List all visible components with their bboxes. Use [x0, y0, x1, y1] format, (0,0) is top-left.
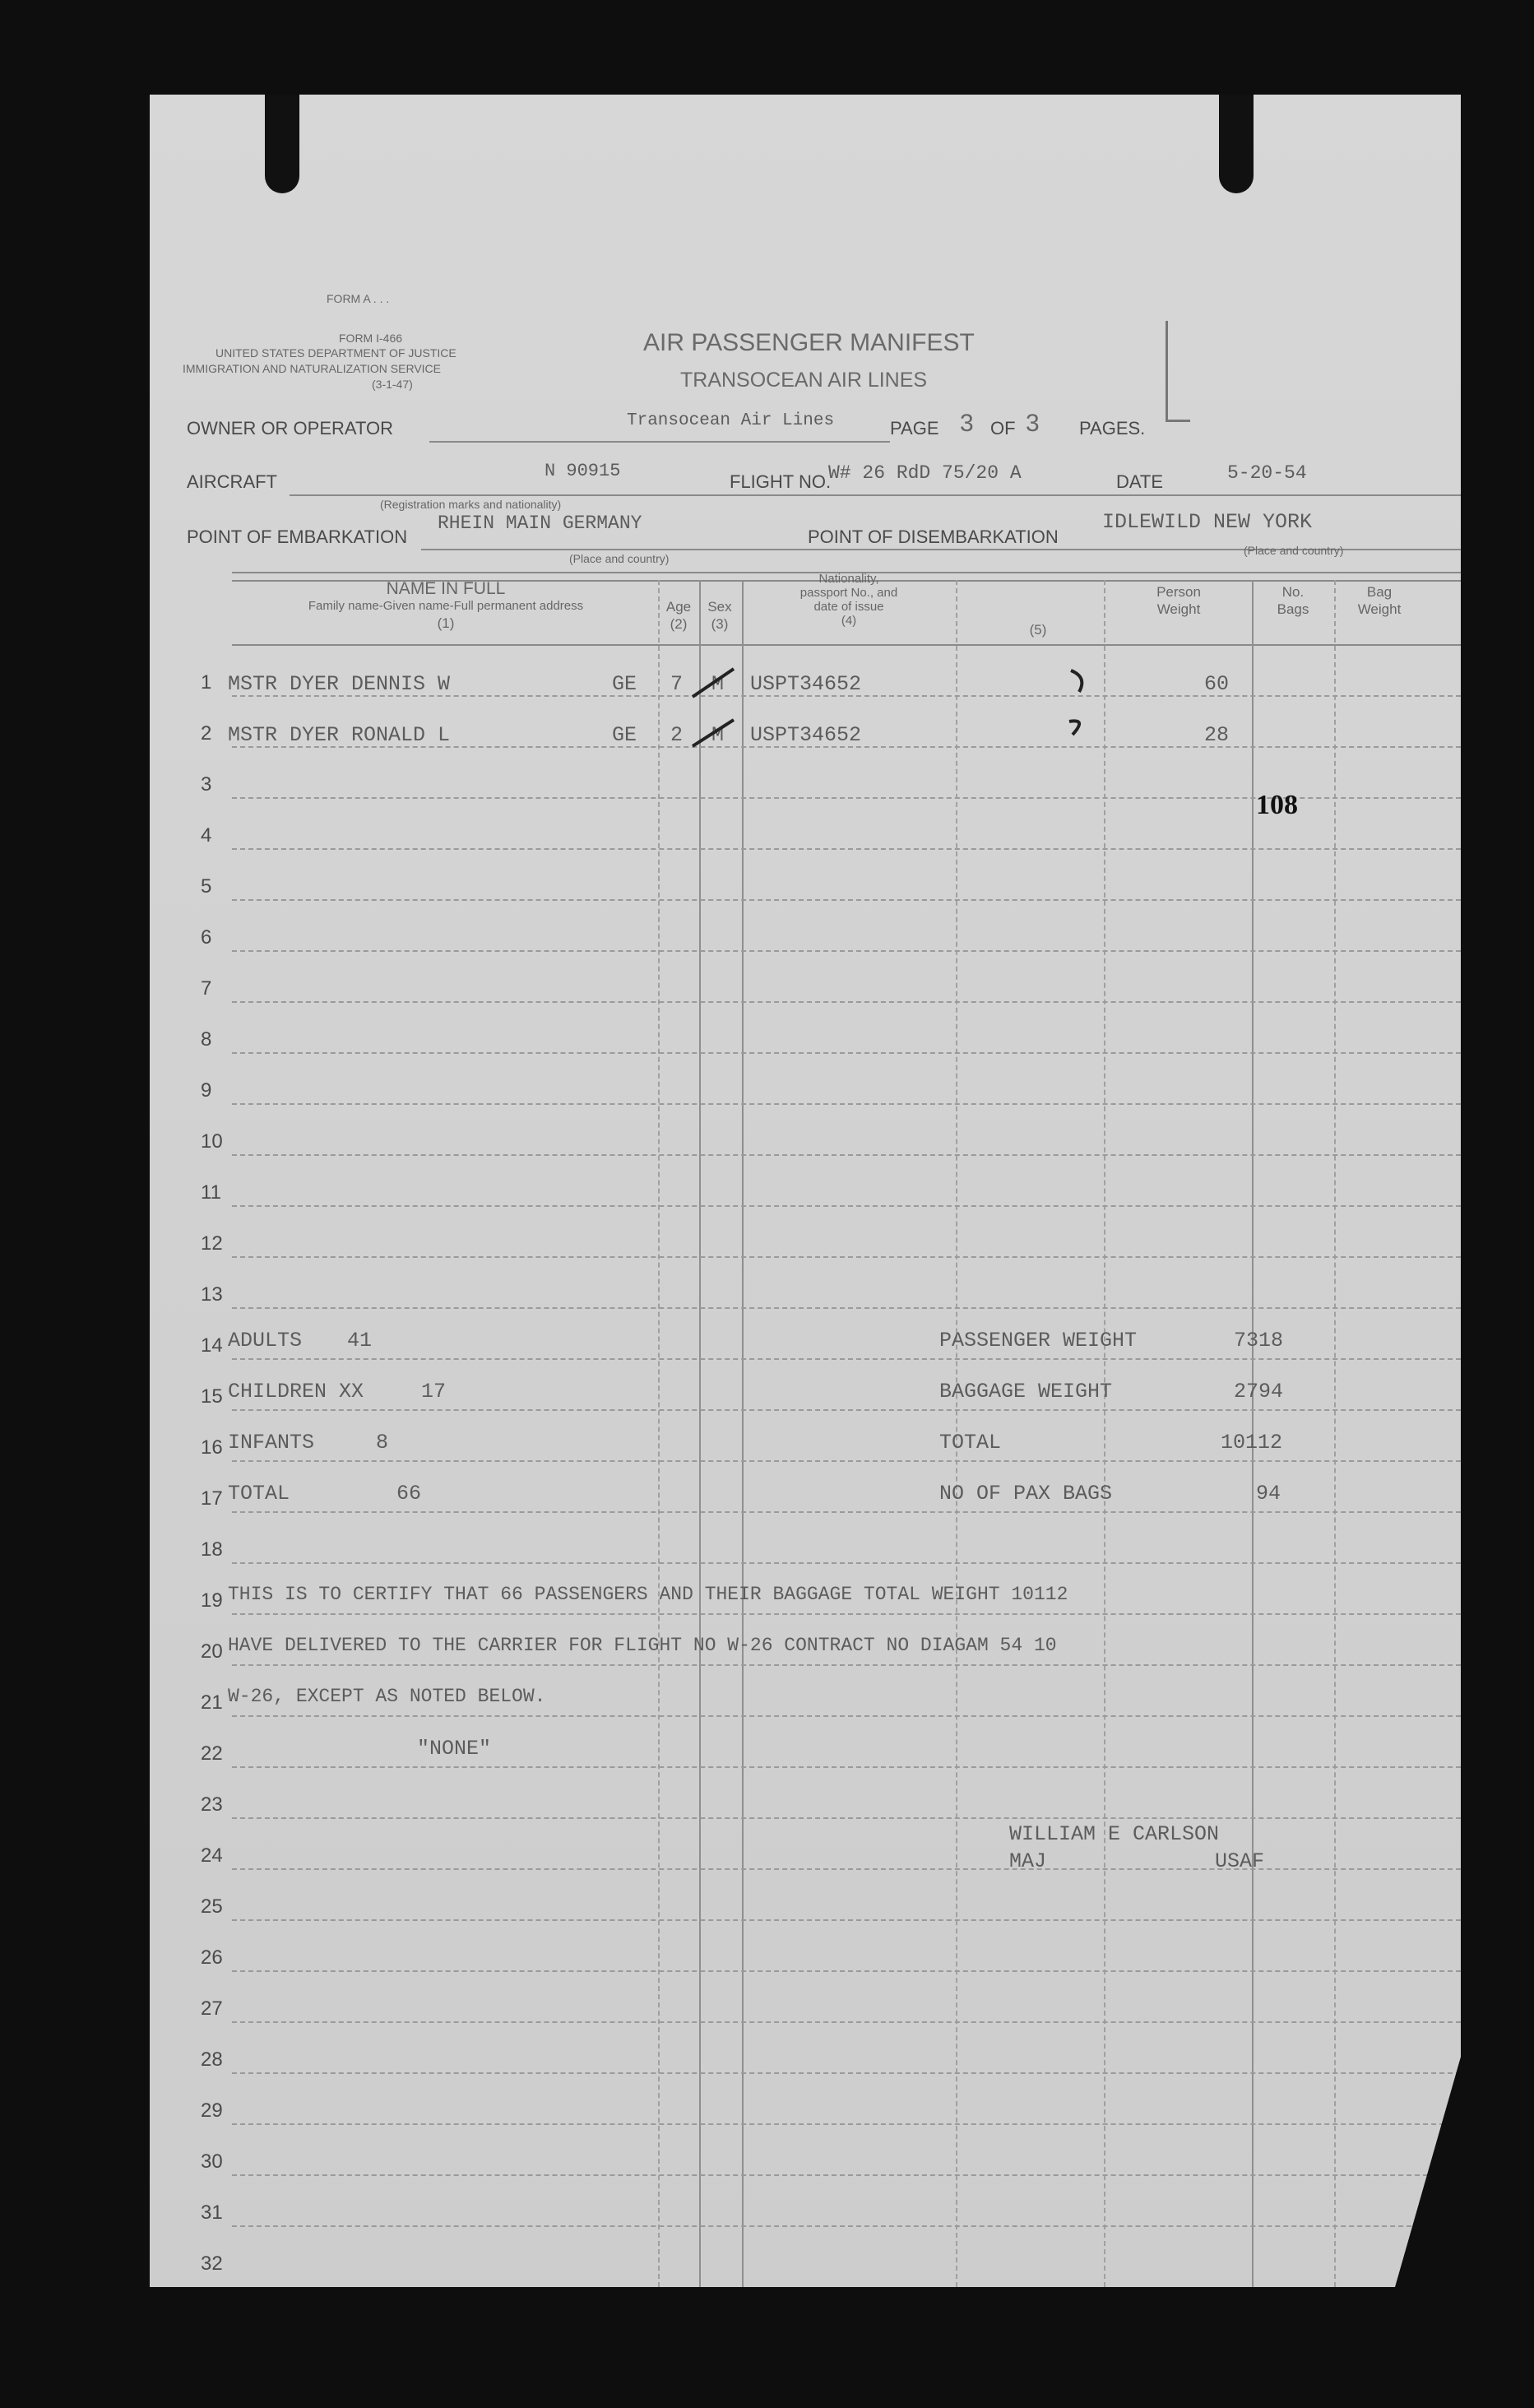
owner-underline: [429, 441, 890, 443]
column-bagw-line2: Weight: [1357, 601, 1402, 617]
column-age-label: Age: [665, 599, 692, 615]
punch-hole-right: [1219, 95, 1254, 193]
row-separator: [232, 848, 1461, 850]
row-number: 8: [201, 1028, 212, 1051]
pen-tick-2: [1069, 721, 1079, 735]
owner-label: OWNER OR OPERATOR: [187, 418, 393, 438]
embark-value: RHEIN MAIN GERMANY: [438, 513, 642, 534]
row-separator: [232, 1103, 1461, 1105]
column-person-line2: Weight: [1156, 601, 1201, 617]
punch-hole-left: [265, 95, 299, 193]
row-number: 23: [201, 1793, 223, 1816]
owner-value: Transocean Air Lines: [627, 411, 835, 430]
column-sex-num: (3): [711, 616, 729, 632]
flight-label: FLIGHT NO.: [730, 471, 832, 492]
row-separator: [232, 1970, 1461, 1972]
column-bags-line2: Bags: [1277, 601, 1309, 617]
grid-col-bagw: [1334, 580, 1336, 2287]
signature-rank: MAJ: [1009, 1849, 1047, 1873]
column-bags-line1: No.: [1281, 584, 1305, 600]
column-nat-line1: Nationality,: [818, 572, 879, 586]
passenger-2-sex: M: [711, 723, 725, 747]
of-value: 3: [1026, 410, 1040, 437]
of-label: OF: [990, 418, 1016, 438]
row-separator: [232, 2123, 1461, 2125]
row-number: 9: [201, 1079, 212, 1102]
row-separator: [232, 1766, 1461, 1768]
row-number: 17: [201, 1487, 223, 1510]
signature-branch: USAF: [1215, 1849, 1265, 1873]
passenger-weight-label: PASSENGER WEIGHT: [939, 1329, 1138, 1352]
column-sex-header: [699, 598, 740, 633]
stamped-number: 108: [1256, 790, 1298, 820]
passenger-1-weight: 60: [1204, 672, 1230, 696]
row-number: 10: [201, 1130, 223, 1153]
row-separator: [232, 2174, 1461, 2176]
dept-line-2: IMMIGRATION AND NATURALIZATION SERVICE: [183, 362, 441, 375]
adults-value: 41: [347, 1329, 373, 1352]
adults-label: ADULTS: [228, 1329, 303, 1352]
row-separator: [232, 2225, 1461, 2227]
form-date: (3-1-47): [372, 378, 413, 391]
children-label: CHILDREN XX: [228, 1380, 364, 1404]
row-number: 25: [201, 1895, 223, 1918]
row-number: 32: [201, 2253, 223, 2275]
row-number: 14: [201, 1334, 223, 1357]
row-separator: [232, 899, 1461, 901]
row-number: 13: [201, 1283, 223, 1306]
aircraft-underline: [290, 494, 1461, 496]
row-separator: [232, 1562, 1461, 1564]
row-separator: [232, 1613, 1461, 1615]
baggage-weight-value: 2794: [1234, 1380, 1284, 1404]
total-label: TOTAL: [228, 1482, 290, 1506]
row-number: 12: [201, 1232, 223, 1255]
grid-col-nat: [742, 580, 744, 2287]
certification-note: "NONE": [417, 1737, 492, 1761]
row-number: 16: [201, 1436, 223, 1459]
row-number: 19: [201, 1589, 223, 1612]
airline-name: TRANSOCEAN AIR LINES: [680, 369, 928, 392]
column-bags-header: [1252, 583, 1334, 618]
row-number: 1: [201, 671, 212, 694]
header-bottom-line: [232, 644, 1461, 646]
form-number: FORM I-466: [339, 332, 403, 345]
column-sex-label: Sex: [707, 599, 732, 615]
grand-total-value: 10112: [1221, 1431, 1283, 1455]
row-separator: [232, 1715, 1461, 1717]
passenger-2-name: MSTR DYER RONALD L: [228, 723, 451, 747]
column-nat-line3: date of issue: [813, 600, 884, 614]
row-number: 7: [201, 977, 212, 1000]
column-name-sub: Family name-Given name-Full permanent address: [308, 599, 584, 613]
column-age-header: [658, 598, 699, 633]
row-separator: [232, 1154, 1461, 1156]
column-age-num: (2): [670, 616, 688, 632]
page-value: 3: [960, 410, 974, 437]
row-separator: [232, 1460, 1461, 1462]
column-person-weight-header: [1105, 583, 1252, 618]
column-5-header: (5): [1029, 622, 1047, 638]
column-nationality-header: [742, 572, 956, 628]
form-top: FORM A . . .: [327, 292, 390, 305]
passenger-2-age: 2: [670, 723, 684, 747]
row-number: 20: [201, 1640, 223, 1663]
column-nat-num: (4): [841, 614, 857, 628]
pax-bags-value: 94: [1256, 1482, 1281, 1506]
row-number: 15: [201, 1385, 223, 1408]
children-value: 17: [421, 1380, 447, 1404]
row-separator: [232, 1307, 1461, 1309]
row-number: 26: [201, 1946, 223, 1969]
page-title: AIR PASSENGER MANIFEST: [643, 329, 975, 356]
row-separator: [232, 950, 1461, 952]
pages-label: PAGES.: [1079, 418, 1146, 438]
certification-line-3: W-26, EXCEPT AS NOTED BELOW.: [228, 1686, 546, 1707]
row-separator: [232, 2021, 1461, 2023]
disembark-note: (Place and country): [1244, 544, 1344, 557]
disembark-label: POINT OF DISEMBARKATION: [808, 527, 1059, 547]
column-person-line1: Person: [1156, 584, 1201, 600]
row-separator: [232, 1817, 1461, 1819]
passenger-1-code: GE: [612, 672, 637, 696]
row-number: 28: [201, 2048, 223, 2071]
infants-label: INFANTS: [228, 1431, 315, 1455]
row-number: 29: [201, 2099, 223, 2122]
embark-note: (Place and country): [569, 552, 670, 565]
disembark-value: IDLEWILD NEW YORK: [1102, 510, 1313, 534]
row-number: 3: [201, 773, 212, 796]
header-bracket-foot: [1166, 420, 1190, 422]
row-separator: [232, 2072, 1461, 2074]
row-separator: [232, 1511, 1461, 1513]
row-separator: [232, 1001, 1461, 1003]
row-separator: [232, 1868, 1461, 1870]
baggage-weight-label: BAGGAGE WEIGHT: [939, 1380, 1113, 1404]
column-name-header: [232, 580, 660, 632]
manifest-sheet: [150, 95, 1461, 2287]
grand-total-label: TOTAL: [939, 1431, 1002, 1455]
row-number: 2: [201, 722, 212, 745]
row-separator: [232, 1409, 1461, 1411]
row-number: 4: [201, 824, 212, 847]
pen-slash-1: [693, 669, 734, 697]
registration-note: (Registration marks and nationality): [380, 498, 562, 511]
row-number: 24: [201, 1844, 223, 1867]
total-value: 66: [396, 1482, 422, 1506]
row-number: 21: [201, 1691, 223, 1714]
signature-name: WILLIAM E CARLSON: [1009, 1822, 1220, 1846]
row-separator: [232, 1205, 1461, 1207]
date-value: 5-20-54: [1227, 462, 1307, 484]
column-name-num: (1): [437, 615, 455, 631]
row-separator: [232, 1256, 1461, 1258]
dept-line-1: UNITED STATES DEPARTMENT OF JUSTICE: [216, 346, 456, 360]
handwritten-checkmarks: [676, 654, 1104, 769]
page-label: PAGE: [890, 418, 939, 438]
pen-slash-2: [693, 720, 734, 746]
header-bracket: [1166, 321, 1168, 420]
column-nat-line2: passport No., and: [799, 586, 898, 600]
passenger-1-sex: M: [711, 672, 725, 696]
row-separator: [232, 1358, 1461, 1360]
column-name-title: NAME IN FULL: [386, 579, 506, 598]
grid-col-sex: [699, 580, 701, 2287]
certification-line-2: HAVE DELIVERED TO THE CARRIER FOR FLIGHT NO W-26 CONTRACT NO DIAGAM 54 10: [228, 1635, 1057, 1656]
column-bag-weight-header: [1334, 583, 1425, 618]
aircraft-value: N 90915: [545, 461, 621, 481]
row-number: 30: [201, 2150, 223, 2173]
row-number: 6: [201, 926, 212, 949]
folded-corner: [1395, 2057, 1461, 2287]
passenger-1-name: MSTR DYER DENNIS W: [228, 672, 451, 696]
row-separator: [232, 1919, 1461, 1921]
passenger-2-passport: USPT34652: [750, 723, 862, 747]
aircraft-label: AIRCRAFT: [187, 471, 277, 492]
row-number: 18: [201, 1538, 223, 1561]
row-number: 5: [201, 875, 212, 898]
passenger-1-passport: USPT34652: [750, 672, 862, 696]
row-number: 31: [201, 2202, 223, 2224]
flight-value: W# 26 RdD 75/20 A: [828, 462, 1022, 484]
passenger-weight-value: 7318: [1234, 1329, 1284, 1352]
date-label: DATE: [1116, 471, 1164, 492]
row-number: 27: [201, 1997, 223, 2020]
row-separator: [232, 1052, 1461, 1054]
infants-value: 8: [376, 1431, 389, 1455]
row-separator: [232, 1664, 1461, 1666]
row-number: 22: [201, 1742, 223, 1765]
pen-tick-1: [1071, 670, 1082, 692]
column-bagw-line1: Bag: [1366, 584, 1393, 600]
grid-col-age: [658, 580, 660, 2287]
passenger-1-age: 7: [670, 672, 684, 696]
passenger-2-weight: 28: [1204, 723, 1230, 747]
pax-bags-label: NO OF PAX BAGS: [939, 1482, 1113, 1506]
certification-line-1: THIS IS TO CERTIFY THAT 66 PASSENGERS AND THEIR BAGGAGE TOTAL WEIGHT 10112: [228, 1584, 1068, 1605]
embark-label: POINT OF EMBARKATION: [187, 527, 408, 547]
passenger-2-code: GE: [612, 723, 637, 747]
row-number: 11: [201, 1181, 221, 1204]
grid-col-person: [1104, 580, 1105, 2287]
